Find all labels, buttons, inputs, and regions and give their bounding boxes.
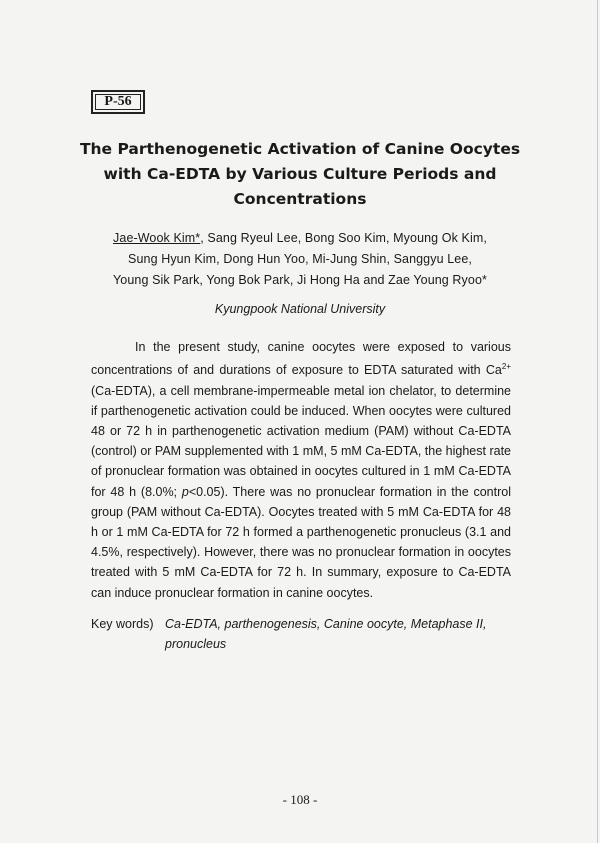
abstract-text-2: (Ca-EDTA), a cell membrane-impermeable metal ion chelator, to determine if parthenogenetic activation could be induced. When oocytes were cultured 48 or 72 h in parthenogenetic activation medium (PAM) without Ca-EDTA (control) or PAM supplemented with 1 mM, 5 mM Ca-EDTA, the highest rate of pronuclear formation was obtained in oocytes cultured in 1 mM Ca-EDTA for 48 h (8.0%; bbox=[91, 383, 511, 499]
paper-title bbox=[60, 137, 540, 212]
keywords-list: Ca-EDTA, parthenogenesis, Canine oocyte, Metaphase II, pronucleus bbox=[165, 617, 487, 651]
p-value-symbol: p bbox=[181, 484, 189, 499]
affiliation: Kyungpook National University bbox=[214, 302, 386, 316]
author-line-1-rest: , Sang Ryeul Lee, Bong Soo Kim, Myoung Ok Kim, bbox=[200, 231, 487, 245]
page-number: - 108 - bbox=[282, 792, 318, 807]
abstract-code: P-56 bbox=[95, 94, 141, 110]
author-line-1 bbox=[80, 228, 520, 249]
keywords-label: Key words) bbox=[91, 617, 154, 631]
calcium-superscript: 2+ bbox=[501, 362, 511, 372]
abstract-code-box bbox=[91, 90, 145, 114]
author-list bbox=[80, 228, 520, 291]
abstract-text-1: In the present study, canine oocytes were exposed to various concentrations of and durations of exposure to EDTA saturated with Ca bbox=[91, 340, 511, 378]
author-line-3: Young Sik Park, Yong Bok Park, Ji Hong Ha and Zae Young Ryoo* bbox=[113, 273, 487, 287]
title-line-1: The Parthenogenetic Activation of Canine Oocytes bbox=[79, 140, 521, 158]
title-line-3: Concentrations bbox=[233, 190, 367, 208]
abstract-body bbox=[91, 337, 511, 603]
presenting-author: Jae-Wook Kim* bbox=[113, 231, 201, 245]
abstract-text-3: <0.05). There was no pronuclear formation in the control group (PAM without Ca-EDTA). Oocytes treated with 5 mM Ca-EDTA for 48 h or 1 mM Ca-EDTA for 72 h formed a parthenogenetic pronucleus (3.1 and 4.5%, respectively). However, there was no pronuclear formation in oocytes treated with 5 mM Ca-EDTA for 72 h. In summary, exposure to Ca-EDTA can induce pronuclear formation in canine oocytes. bbox=[91, 484, 511, 600]
title-line-2: with Ca-EDTA by Various Culture Periods and bbox=[103, 165, 497, 183]
author-line-2: Sung Hyun Kim, Dong Hun Yoo, Mi-Jung Shin, Sanggyu Lee, bbox=[128, 252, 472, 266]
scan-edge-line bbox=[597, 0, 598, 843]
